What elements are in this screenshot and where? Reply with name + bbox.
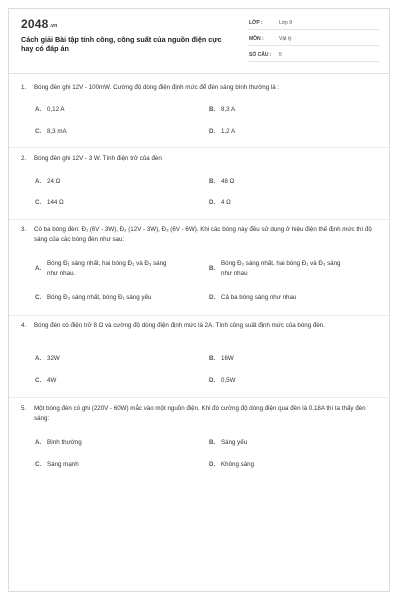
meta-label: SỐ CÂU :	[249, 52, 272, 58]
meta-row-count	[249, 49, 379, 62]
option-letter: A.	[35, 178, 42, 185]
option-letter: B.	[209, 265, 216, 272]
option-letter: B.	[209, 355, 216, 362]
option-text: 4 Ω	[221, 199, 231, 206]
question-text: Một bóng đèn có ghi (220V - 60W) mắc vào một nguồn điện. Khi đó cường độ dòng điện qua đèn là 0,18A thì ta thấy đèn sáng:	[34, 405, 366, 422]
option-text: 144 Ω	[47, 199, 64, 206]
option-letter: A.	[35, 106, 42, 113]
option-text: 8,3 mA	[47, 128, 67, 135]
question-number: 2.	[21, 155, 27, 162]
option-letter: D.	[209, 128, 216, 135]
option-text: 1,2 A	[221, 128, 236, 135]
question-divider	[9, 147, 389, 148]
option-text: 0,5W	[221, 377, 236, 384]
meta-label: LỚP :	[249, 20, 263, 26]
option-letter: C.	[35, 128, 42, 135]
option-letter: A.	[35, 265, 42, 272]
option-text: Cả ba bóng sáng như nhau	[221, 294, 297, 301]
logo-text: 2048	[21, 17, 49, 31]
option-text: Sáng yếu	[221, 439, 248, 446]
question-divider	[9, 315, 389, 316]
question-text: Bóng đèn có điện trở 8 Ω và cường độ dòng điện định mức là 2A. Tính công suất định mức của bóng đèn.	[34, 322, 325, 329]
option-letter: C.	[35, 461, 42, 468]
page-header	[21, 17, 379, 73]
page-title: Cách giải Bài tập tính công, công suất của nguồn điện cực hay có đáp án	[21, 35, 222, 53]
option-text: Bình thường	[47, 439, 82, 446]
option-letter: D.	[209, 199, 216, 206]
option-letter: D.	[209, 377, 216, 384]
meta-row-subject	[249, 33, 379, 46]
option-letter: C.	[35, 377, 42, 384]
option-letter: B.	[209, 439, 216, 446]
header-divider	[9, 73, 389, 74]
meta-value: Vật lý	[279, 36, 292, 42]
option-text: 24 Ω	[47, 178, 61, 185]
question-number: 3.	[21, 226, 27, 233]
option-text: Bóng Đ₁ sáng nhất, hai bóng Đ₂ và Đ₃ sáng như nhau.	[47, 260, 167, 277]
option-text: Sáng mạnh	[47, 461, 79, 468]
option-text: 48 Ω	[221, 178, 235, 185]
option-text: 4W	[47, 377, 57, 384]
logo-suffix: .vn	[49, 23, 58, 29]
option-text: 16W	[221, 355, 234, 362]
option-letter: C.	[35, 294, 42, 301]
question-text: Bóng đèn ghi 12V - 100mW. Cường độ dòng điện định mức để đèn sáng bình thường là :	[34, 84, 280, 91]
question-divider	[9, 219, 389, 220]
question-number: 5.	[21, 405, 27, 412]
site-logo[interactable]	[21, 17, 57, 31]
question-text: Bóng đèn ghi 12V - 3 W. Tính điện trở của đèn	[34, 155, 162, 162]
option-letter: B.	[209, 106, 216, 113]
option-letter: D.	[209, 461, 216, 468]
question-number: 1.	[21, 84, 27, 91]
meta-value: 5	[279, 52, 282, 58]
meta-row-class	[249, 17, 379, 30]
option-letter: A.	[35, 355, 42, 362]
option-letter: C.	[35, 199, 42, 206]
option-text: 32W	[47, 355, 60, 362]
worksheet-page	[8, 8, 390, 592]
option-letter: A.	[35, 439, 42, 446]
option-text: 0,12 A	[47, 106, 65, 113]
question-divider	[9, 397, 389, 398]
option-text: Bóng Đ₂ sáng nhất, hai bóng Đ₁ và Đ₃ sáng như nhau	[221, 260, 341, 277]
meta-label: MÔN :	[249, 36, 264, 42]
option-text: Không sáng	[221, 461, 255, 468]
option-text: Bóng Đ₃ sáng nhất, bóng Đ₁ sáng yếu	[47, 294, 152, 301]
meta-value: Lớp 9	[279, 20, 293, 26]
option-text: 8,3 A	[221, 106, 236, 113]
option-letter: D.	[209, 294, 216, 301]
question-number: 4.	[21, 322, 27, 329]
question-text: Có ba bóng đèn: Đ₁ (6V - 3W), Đ₂ (12V - 3W), Đ₃ (6V - 6W). Khi các bóng này đều sử dụng ở hiệu điện thế định mức thì độ sáng của các bóng đèn như sau:	[34, 226, 372, 243]
option-letter: B.	[209, 178, 216, 185]
